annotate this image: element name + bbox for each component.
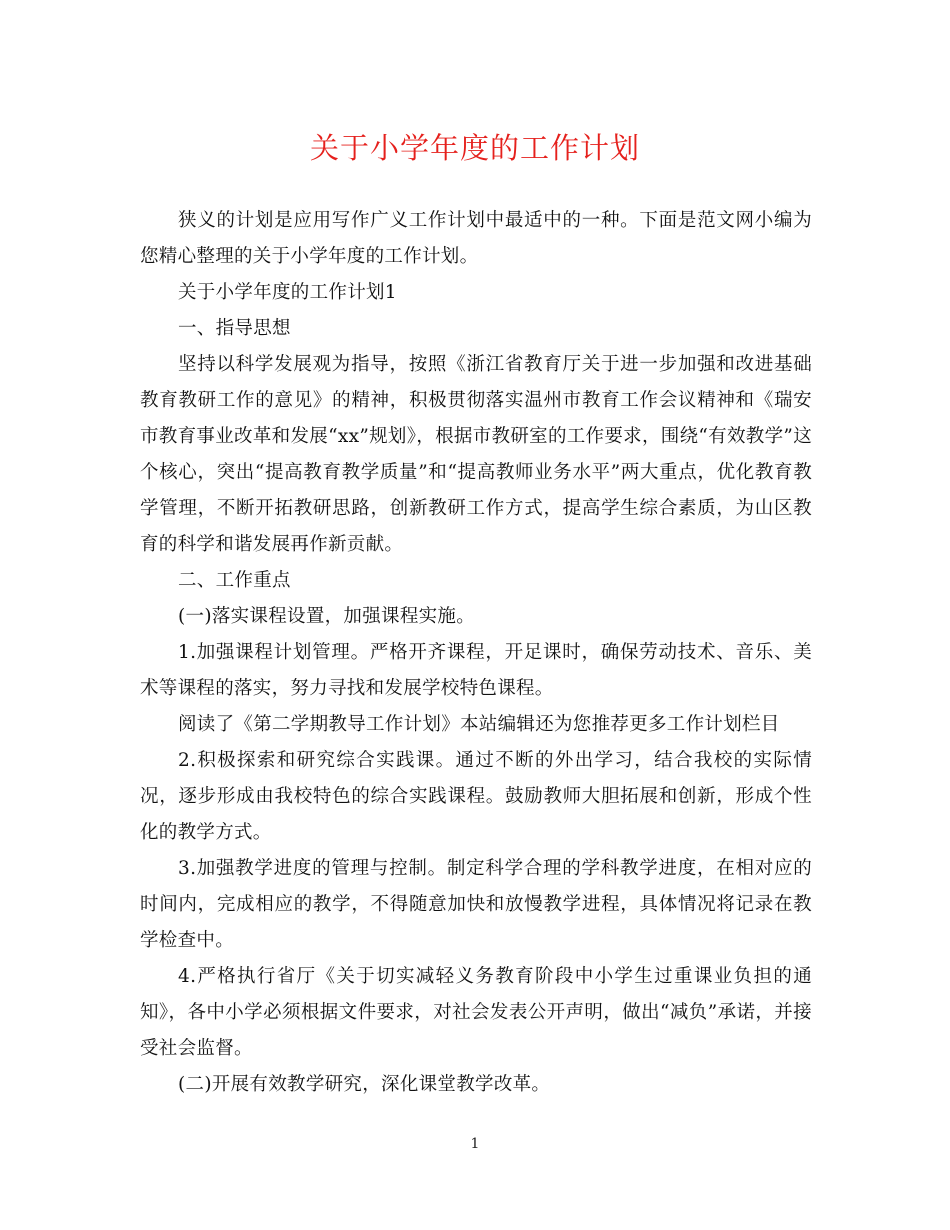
recommendation-note: 阅读了《第二学期教导工作计划》本站编辑还为您推荐更多工作计划栏目 — [178, 714, 780, 735]
subsection-heading-teaching-research: (二)开展有效教学研究，深化课堂教学改革。 — [178, 1074, 551, 1095]
list-item-4: 4.严格执行省厅《关于切实减轻义务教育阶段中小学生过重课业负担的通知》，各中小学必须根据文件要求，对社会发表公开声明，做出“减负”承诺，并接受社会监督。 — [140, 966, 812, 1059]
list-item-3: 3.加强教学进度的管理与控制。制定科学合理的学科教学进度，在相对应的时间内，完成相应的教学，不得随意加快和放慢教学进程，具体情况将记录在教学检查中。 — [140, 858, 812, 951]
list-item-2: 2.积极探索和研究综合实践课。通过不断的外出学习，结合我校的实际情况，逐步形成由我校特色的综合实践课程。鼓励教师大胆拓展和创新，形成个性化的教学方式。 — [140, 750, 812, 843]
section-heading-work-focus: 二、工作重点 — [178, 570, 291, 591]
section-heading-guiding-ideology: 一、指导思想 — [178, 318, 291, 339]
guiding-ideology-paragraph: 坚持以科学发展观为指导，按照《浙江省教育厅关于进一步加强和改进基础教育教研工作的意见》的精神，积极贯彻落实温州市教育工作会议精神和《瑞安市教育事业改革和发展“xx”规划》，根据市教研室的工作要求，围绕“有效教学”这个核心，突出“提高教育教学质量”和“提高教师业务水平”两大重点，优化教育教学管理，不断开拓教研思路，创新教研工作方式，提高学生综合素质，为山区教育的科学和谐发展再作新贡献。 — [140, 354, 812, 555]
document-body — [140, 203, 812, 1103]
list-item-1: 1.加强课程计划管理。严格开齐课程，开足课时，确保劳动技术、音乐、美术等课程的落实，努力寻找和发展学校特色课程。 — [140, 642, 812, 699]
document-title: 关于小学年度的工作计划 — [309, 131, 640, 165]
subsection-heading-curriculum: (一)落实课程设置，加强课程实施。 — [178, 606, 476, 627]
intro-paragraph: 狭义的计划是应用写作广义工作计划中最适中的一种。下面是范文网小编为您精心整理的关于小学年度的工作计划。 — [140, 210, 812, 267]
page-number: 1 — [470, 1136, 480, 1152]
plan-heading: 关于小学年度的工作计划1 — [178, 282, 397, 303]
